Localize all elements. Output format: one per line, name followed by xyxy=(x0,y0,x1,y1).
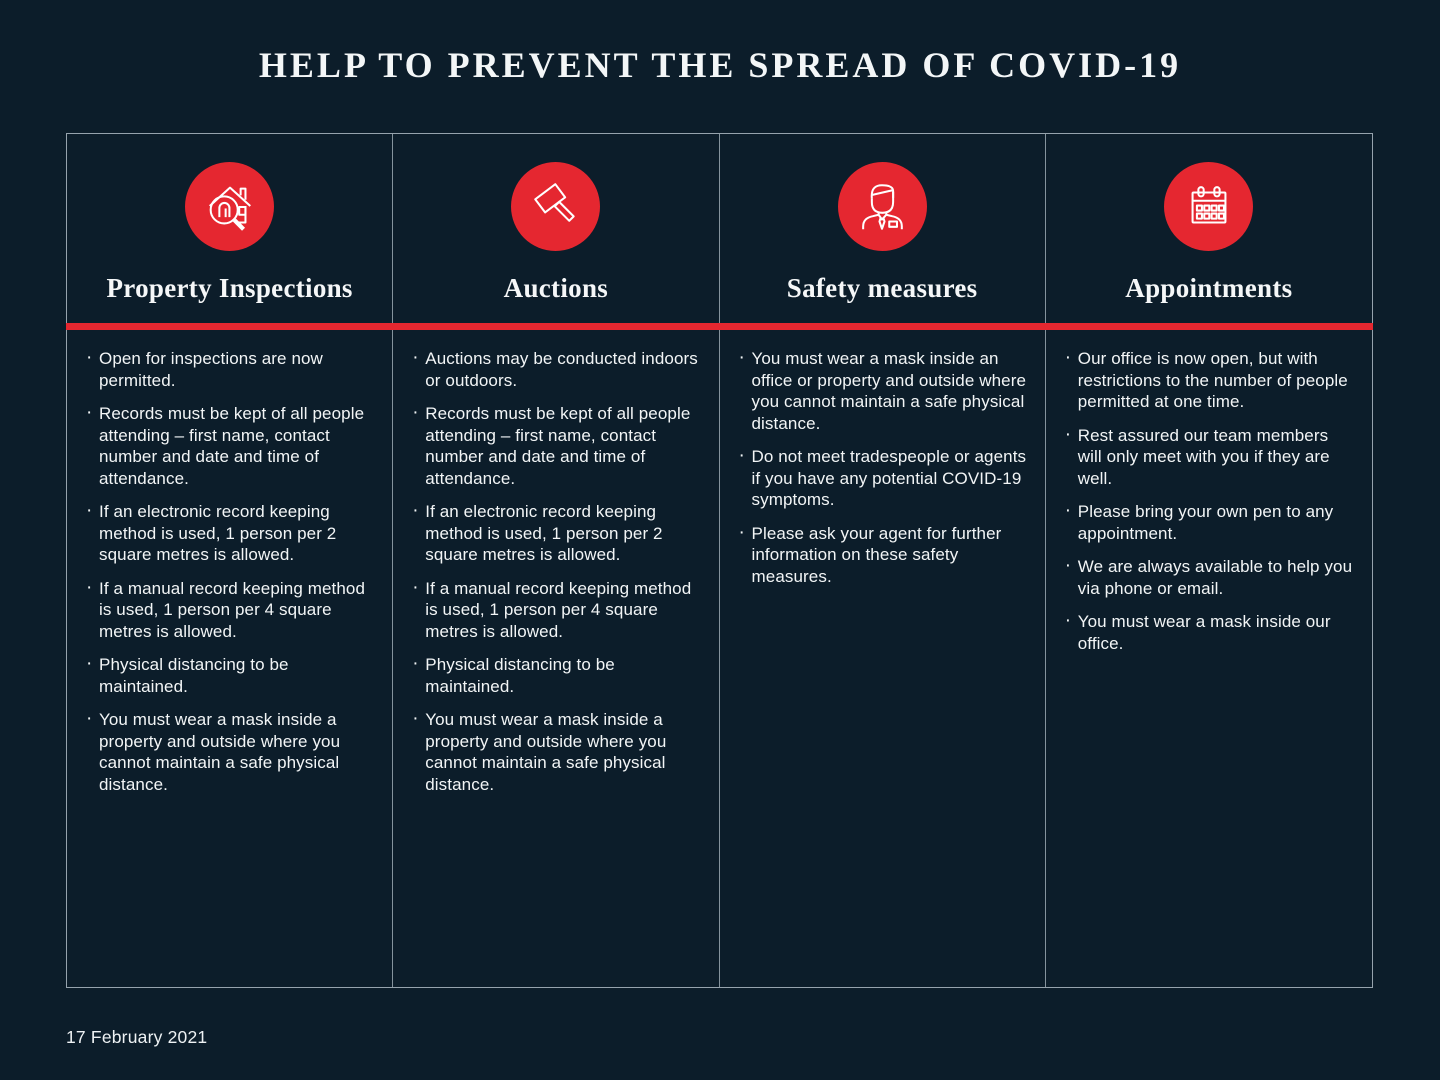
bullet-item: · Rest assured our team members will only meet with you if they are well. xyxy=(1078,425,1354,490)
bullet-item: · Our office is now open, but with restrictions to the number of people permitted at one time. xyxy=(1078,348,1354,413)
bullet-item: · Physical distancing to be maintained. xyxy=(425,654,700,697)
bullet-item: · Records must be kept of all people attending – first name, contact number and date and time of attendance. xyxy=(425,403,700,489)
bullet-item: · We are always available to help you via phone or email. xyxy=(1078,556,1354,599)
bullet-item: · You must wear a mask inside an office or property and outside where you cannot maintain a safe physical distance. xyxy=(752,348,1027,434)
bullet-list xyxy=(67,348,392,807)
bullet-item: · Auctions may be conducted indoors or outdoors. xyxy=(425,348,700,391)
bullet-item: · You must wear a mask inside a property and outside where you cannot maintain a safe physical distance. xyxy=(99,709,374,795)
info-board xyxy=(66,133,1373,988)
bullet-item: · Records must be kept of all people attending – first name, contact number and date and time of attendance. xyxy=(99,403,374,489)
bullet-item: · If an electronic record keeping method is used, 1 person per 2 square metres is allowed. xyxy=(425,501,700,566)
column-safety-measures xyxy=(720,134,1046,987)
column-title: Property Inspections xyxy=(106,273,353,303)
bullet-item: · Do not meet tradespeople or agents if you have any potential COVID-19 symptoms. xyxy=(752,446,1027,511)
agent-person-icon xyxy=(838,162,927,251)
bullet-item: · If a manual record keeping method is used, 1 person per 4 square metres is allowed. xyxy=(425,578,700,643)
bullet-list xyxy=(720,348,1045,599)
bullet-item: · If an electronic record keeping method is used, 1 person per 2 square metres is allowed. xyxy=(99,501,374,566)
gavel-icon xyxy=(511,162,600,251)
bullet-list xyxy=(393,348,718,807)
bullet-item: · You must wear a mask inside a property and outside where you cannot maintain a safe physical distance. xyxy=(425,709,700,795)
column-property-inspections xyxy=(67,134,393,987)
red-divider-rule xyxy=(66,323,1373,330)
bullet-item: · You must wear a mask inside our office. xyxy=(1078,611,1354,654)
calendar-icon xyxy=(1164,162,1253,251)
bullet-item: · Physical distancing to be maintained. xyxy=(99,654,374,697)
bullet-item: · Open for inspections are now permitted. xyxy=(99,348,374,391)
bullet-item: · If a manual record keeping method is used, 1 person per 4 square metres is allowed. xyxy=(99,578,374,643)
page-title: HELP TO PREVENT THE SPREAD OF COVID-19 xyxy=(258,45,1182,85)
date-label: 17 February 2021 xyxy=(66,1027,208,1047)
column-title: Appointments xyxy=(1125,273,1293,303)
column-appointments xyxy=(1046,134,1372,987)
bullet-item: · Please bring your own pen to any appointment. xyxy=(1078,501,1354,544)
bullet-list xyxy=(1046,348,1372,666)
column-auctions xyxy=(393,134,719,987)
column-title: Auctions xyxy=(503,273,609,303)
property-inspection-icon xyxy=(185,162,274,251)
bullet-item: · Please ask your agent for further information on these safety measures. xyxy=(752,523,1027,588)
column-title: Safety measures xyxy=(786,273,978,303)
